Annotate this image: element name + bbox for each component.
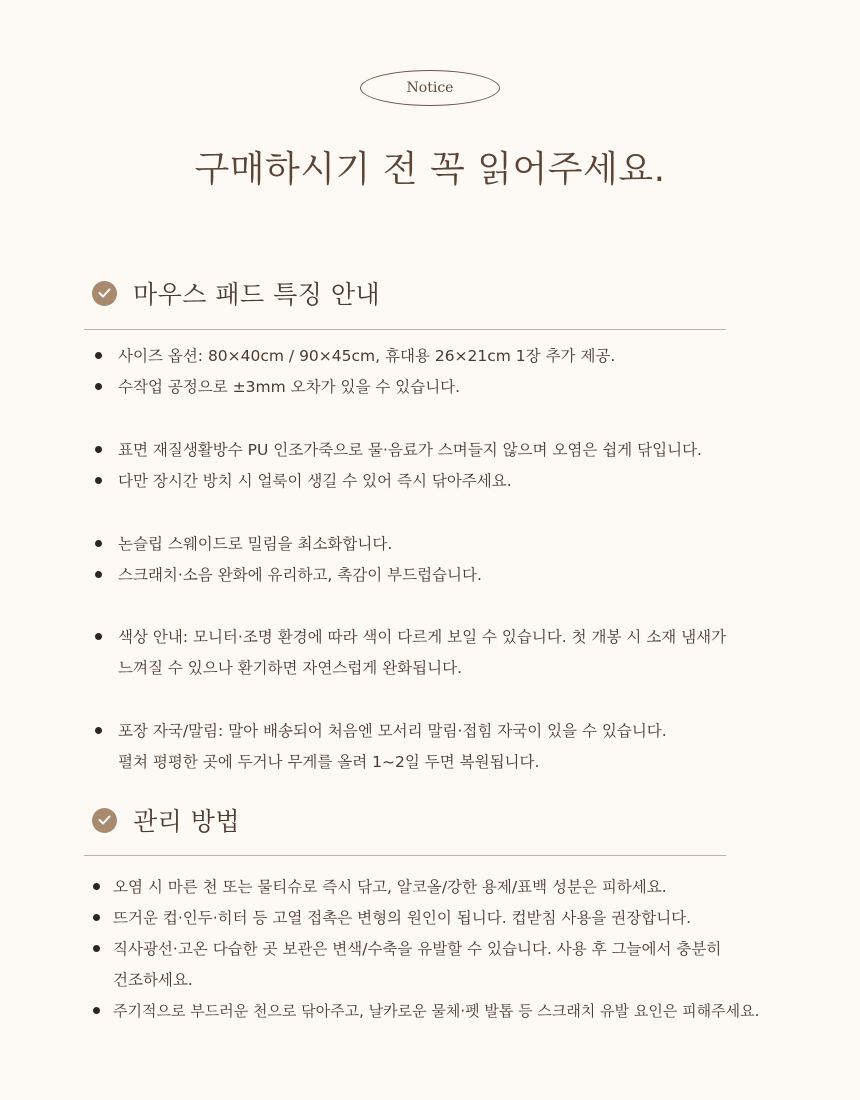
- bullet-dot: [93, 883, 100, 890]
- bullet-dot: [95, 383, 102, 390]
- section-divider: [84, 855, 726, 856]
- list-item: 색상 안내: 모니터·조명 환경에 따라 색이 다르게 보일 수 있습니다. 첫 개봉 시 소재 냄새가: [118, 628, 727, 646]
- bullet-dot: [95, 571, 102, 578]
- list-item-continuation: 느껴질 수 있으나 환기하면 자연스럽게 완화됩니다.: [118, 659, 462, 677]
- check-circle-icon: [92, 808, 117, 833]
- bullet-dot: [95, 540, 102, 547]
- bullet-dot: [93, 1007, 100, 1014]
- list-item: 스크래치·소음 완화에 유리하고, 촉감이 부드럽습니다.: [118, 566, 482, 584]
- page-title: 구매하시기 전 꼭 읽어주세요.: [194, 149, 666, 190]
- list-item-continuation: 건조하세요.: [113, 971, 193, 989]
- list-item: 논슬립 스웨이드로 밀림을 최소화합니다.: [118, 535, 393, 553]
- section-header-features: [92, 279, 380, 307]
- bullet-dot: [95, 477, 102, 484]
- check-circle-icon: [92, 281, 117, 306]
- bullet-dot: [93, 945, 100, 952]
- list-item: 표면 재질생활방수 PU 인조가죽으로 물·음료가 스며들지 않으며 오염은 쉽게 닦입니다.: [118, 441, 702, 459]
- list-item: 직사광선·고온 다습한 곳 보관은 변색/수축을 유발할 수 있습니다. 사용 후 그늘에서 충분히: [113, 940, 722, 958]
- list-item: 수작업 공정으로 ±3mm 오차가 있을 수 있습니다.: [118, 378, 461, 396]
- list-item: 주기적으로 부드러운 천으로 닦아주고, 날카로운 물체·펫 발톱 등 스크래치 유발 요인은 피해주세요.: [113, 1002, 760, 1020]
- section-title: 관리 방법: [133, 807, 241, 836]
- list-item: 뜨거운 컵·인두·히터 등 고열 접촉은 변형의 원인이 됩니다. 컵받침 사용을 권장합니다.: [113, 909, 692, 927]
- section-title: 마우스 패드 특징 안내: [133, 280, 381, 309]
- list-item-continuation: 펼쳐 평평한 곳에 두거나 무게를 올려 1~2일 두면 복원됩니다.: [118, 753, 540, 771]
- section-divider: [84, 329, 726, 330]
- bullet-dot: [93, 914, 100, 921]
- list-item: 다만 장시간 방치 시 얼룩이 생길 수 있어 즉시 닦아주세요.: [118, 472, 512, 490]
- bullet-dot: [95, 352, 102, 359]
- list-item: 오염 시 마른 천 또는 물티슈로 즉시 닦고, 알코올/강한 용제/표백 성분은 피하세요.: [113, 878, 667, 896]
- list-item: 사이즈 옵션: 80×40cm / 90×45cm, 휴대용 26×21cm 1장 추가 제공.: [118, 347, 616, 365]
- list-item: 포장 자국/말림: 말아 배송되어 처음엔 모서리 말림·접힘 자국이 있을 수 있습니다.: [118, 722, 667, 740]
- notice-badge: Notice: [360, 70, 500, 106]
- section-header-care: [92, 806, 240, 834]
- bullet-dot: [95, 727, 102, 734]
- bullet-dot: [95, 633, 102, 640]
- bullet-dot: [95, 446, 102, 453]
